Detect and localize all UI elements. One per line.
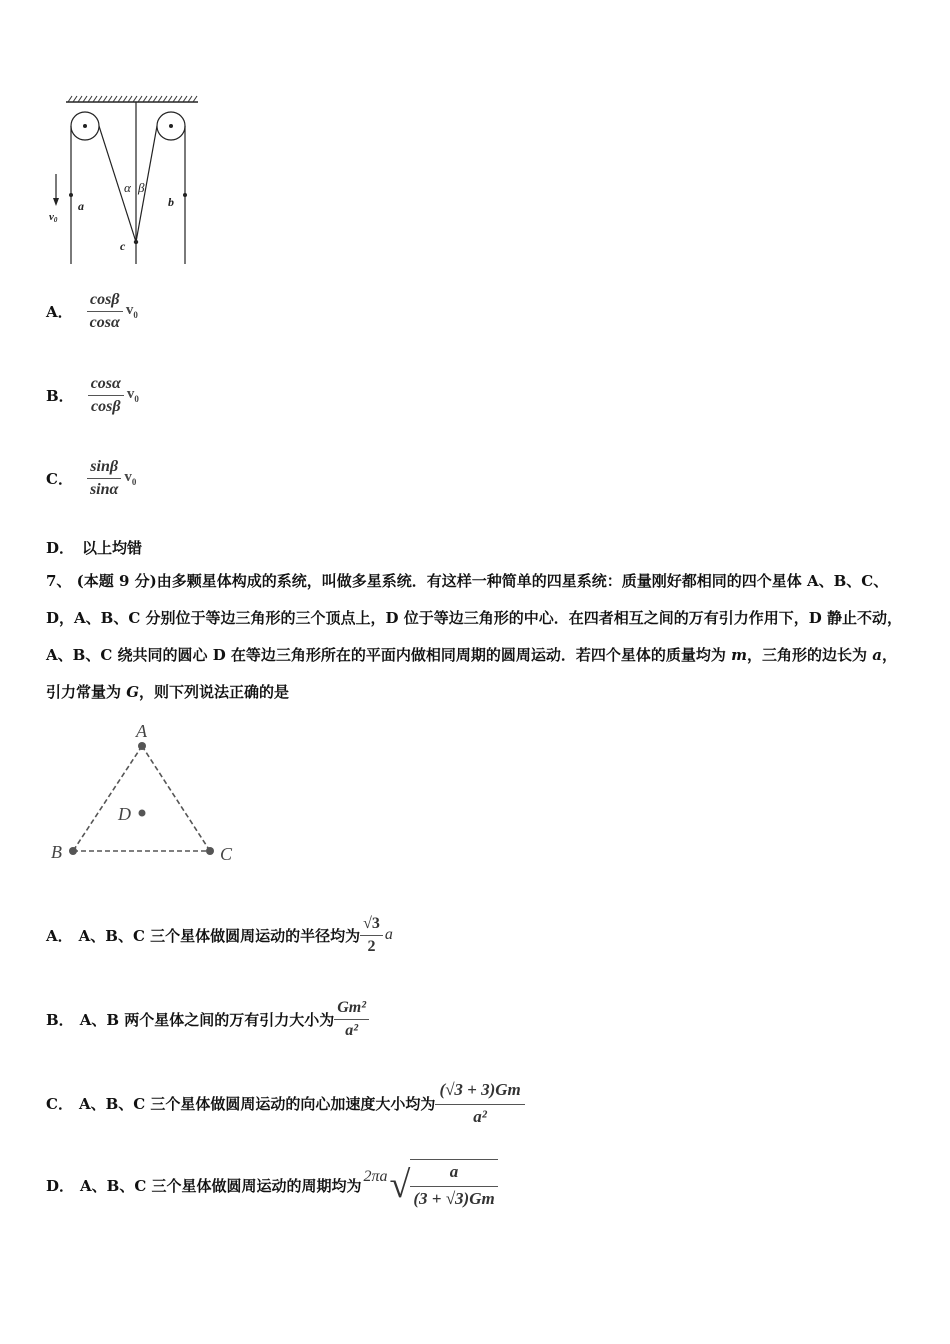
label-beta: β <box>138 180 145 195</box>
svg-text:D: D <box>118 804 131 824</box>
svg-text:C: C <box>220 844 233 864</box>
label-a: a <box>78 199 84 213</box>
q6-option-b[interactable]: B． $\frac{\cos\alpha}{\cos\beta}$ $v_0$ <box>46 374 139 415</box>
q7-option-b[interactable]: B． A、B 两个星体之间的万有引力大小为 $\frac{\text{Gm²}}{\text{a²}}$ <box>46 990 369 1048</box>
q6-option-a[interactable]: A． $\frac{\cos\beta}{\cos\alpha}$ $v_0$ <box>46 290 138 331</box>
q6-option-d[interactable]: D． 以上均错 <box>46 539 143 557</box>
q7-stem: 7、 (本题 9 分)由多颗星体构成的系统，叫做多星系统．有这样一种简单的四星系统：质量刚好都相同的四个星体 A、B、C、D，A、B、C 分别位于等边三角形的三个顶点上，D 位于等边三角形的中心．在四者相互之间的万有引力作用下，D 静止不动，A、B、C 绕共同的圆心 D 在等边三角形所在的平面内做相同周期的圆周运动．若四个星体的质量均为 m，三角形的边长为 a，引力常量为 G，则下列说法正确的是 <box>46 572 902 701</box>
star-a <box>138 742 146 750</box>
q6-option-c[interactable]: C． $\frac{\sin\beta}{\sin\alpha}$ $v_0$ <box>46 457 137 498</box>
svg-text:B: B <box>51 842 62 862</box>
label-c: c <box>120 239 126 253</box>
label-alpha: α <box>124 180 131 195</box>
svg-text:v0: v0 <box>49 211 58 224</box>
q7-option-c[interactable]: C． A、B、C 三个星体做圆周运动的向心加速度大小均为 $\frac{(√3 + 3)Gm}{\text{a²}}$ <box>46 1070 525 1136</box>
svg-text:A: A <box>136 721 147 741</box>
triangle-figure <box>44 720 244 870</box>
q7-option-a[interactable]: A． A、B、C 三个星体做圆周运动的半径均为 $\frac{√3}{2}$ a <box>46 914 393 955</box>
label-b: b <box>168 195 174 209</box>
star-b <box>69 847 77 855</box>
q7-option-d[interactable]: D． A、B、C 三个星体做圆周运动的周期均为 2πa √ $\frac{a}{(3 + √3)Gm}$ <box>46 1152 498 1218</box>
sqrt-icon: √ <box>389 1164 411 1206</box>
star-c <box>206 847 214 855</box>
star-d <box>139 810 146 817</box>
pulley-figure <box>40 92 210 272</box>
